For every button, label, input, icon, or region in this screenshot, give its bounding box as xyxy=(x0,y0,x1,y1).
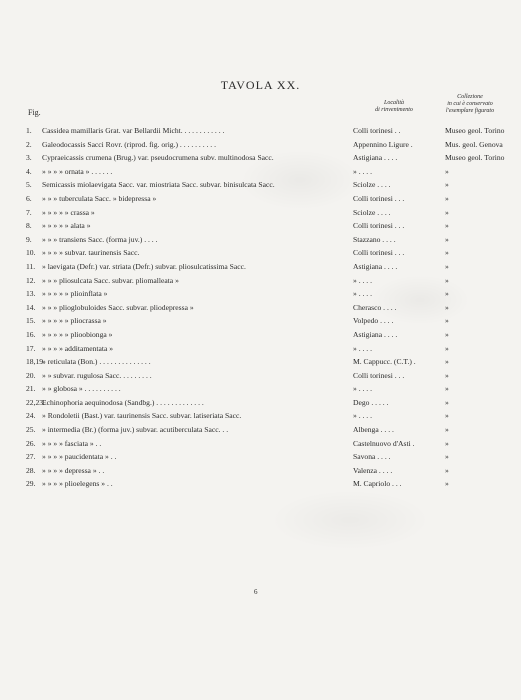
locality-cell: » . . . . xyxy=(353,343,372,353)
figure-number: 18,19. xyxy=(26,357,45,367)
locality-cell: M. Capriolo . . . xyxy=(353,479,402,489)
species-description: » » » » » plioobionga » xyxy=(42,329,113,339)
locality-cell: Volpedo . . . . xyxy=(353,316,394,326)
figure-number: 24. xyxy=(26,411,36,421)
table-row xyxy=(0,316,521,330)
locality-cell: » . . . . xyxy=(353,166,372,176)
figure-number: 4. xyxy=(26,166,32,176)
collection-cell: » xyxy=(445,425,449,435)
collection-cell: » xyxy=(445,275,449,285)
figure-number: 1. xyxy=(26,126,32,135)
table-row xyxy=(0,303,521,317)
collection-cell: » xyxy=(445,438,449,448)
table-row xyxy=(0,398,521,412)
collection-cell: » xyxy=(445,357,449,367)
collection-column-header xyxy=(430,94,510,115)
collection-header-line-2: in cui è conservato xyxy=(447,101,493,107)
figure-number: 25. xyxy=(26,425,36,435)
species-description: » » subvar. rugulosa Sacc. . . . . . . . . xyxy=(42,370,152,380)
locality-column-header xyxy=(368,100,420,114)
collection-cell: » xyxy=(445,411,449,421)
species-description: » » globosa » . . . . . . . . . . xyxy=(42,384,121,394)
table-row xyxy=(0,167,521,181)
table-row xyxy=(0,330,521,344)
collection-cell: » xyxy=(445,397,449,407)
species-description: » » » tuberculata Sacc. » bidepressa » xyxy=(42,193,157,203)
species-description: » laevigata (Defr.) var. striata (Defr.) subvar. pliosulcatissima Sacc. xyxy=(42,261,246,271)
collection-cell: » xyxy=(445,193,449,203)
locality-cell: Albenga . . . . xyxy=(353,425,394,435)
collection-cell: » xyxy=(445,261,449,271)
locality-cell: » . . . . xyxy=(353,275,372,285)
locality-cell: Valenza . . . . xyxy=(353,465,393,475)
figure-number: 16. xyxy=(26,329,36,339)
collection-cell: » xyxy=(445,248,449,258)
collection-cell: » xyxy=(445,329,449,339)
species-description: » reticulata (Bon.) . . . . . . . . . . . . . . xyxy=(42,357,151,367)
figure-number: 20. xyxy=(26,370,36,380)
table-row xyxy=(0,452,521,466)
figure-number: 17. xyxy=(26,343,36,353)
locality-cell: Astigiana . . . . xyxy=(353,329,398,339)
table-row xyxy=(0,221,521,235)
collection-cell: Museo geol. Torino xyxy=(445,153,505,163)
locality-cell: Stazzano . . . . xyxy=(353,234,396,244)
locality-cell: Colli torinesi . . . xyxy=(353,248,405,258)
table-row xyxy=(0,371,521,385)
figure-number: 14. xyxy=(26,302,36,312)
collection-cell: » xyxy=(445,207,449,217)
figure-number: 2. xyxy=(26,139,32,149)
table-row xyxy=(0,262,521,276)
collection-header-line-1: Collezione xyxy=(457,94,483,100)
figure-list xyxy=(0,126,521,493)
species-description: » intermedia (Br.) (forma juv.) subvar. acutiberculata Sacc. . . xyxy=(42,425,229,435)
locality-cell: M. Cappucc. (C.T.) . xyxy=(353,357,416,367)
locality-cell: Colli torinesi . . . xyxy=(353,370,405,380)
species-description: » » » pliosulcata Sacc. subvar. pliomalleata » xyxy=(42,275,179,285)
figure-number: 22,23. xyxy=(26,397,45,407)
table-row xyxy=(0,276,521,290)
species-description: » » » » additamentata » xyxy=(42,343,114,353)
species-description: » » » » fasciata » . . xyxy=(42,438,102,448)
locality-cell: Astigiana . . . . xyxy=(353,153,398,163)
species-description: » Rondoletii (Bast.) var. taurinensis Sacc. subvar. latiseriata Sacc. xyxy=(42,411,242,421)
table-row xyxy=(0,194,521,208)
figure-number: 13. xyxy=(26,289,36,299)
collection-cell: » xyxy=(445,234,449,244)
locality-cell: » . . . . xyxy=(353,384,372,394)
table-row xyxy=(0,140,521,154)
species-description: » » » » ornata » . . . . . . xyxy=(42,166,113,176)
species-description: » » » » » plioinflata » xyxy=(42,289,108,299)
collection-cell: Mus. geol. Genova xyxy=(445,139,503,149)
collection-cell: Museo geol. Torino xyxy=(445,126,505,135)
species-description: Cypraeicassis crumena (Brug.) var. pseudocrumena subv. multinodosa Sacc. xyxy=(42,153,274,163)
figure-number: 11. xyxy=(26,261,36,271)
locality-cell: Colli torinesi . . . xyxy=(353,221,405,231)
figure-number: 15. xyxy=(26,316,36,326)
species-description: Cassidea mamillaris Grat. var Bellardii Micht. . . . . . . . . . . . xyxy=(42,126,225,135)
locality-cell: Cherasco . . . . xyxy=(353,302,397,312)
table-row xyxy=(0,425,521,439)
locality-cell: Colli torinesi . . xyxy=(353,126,401,135)
collection-cell: » xyxy=(445,479,449,489)
species-description: » » » » depressa » . . xyxy=(42,465,105,475)
figure-number: 3. xyxy=(26,153,32,163)
figure-number: 9. xyxy=(26,234,32,244)
locality-cell: Appennino Ligure . xyxy=(353,139,413,149)
locality-cell: » . . . . xyxy=(353,411,372,421)
page-title: TAVOLA XX. xyxy=(220,78,301,92)
locality-cell: Savona . . . . xyxy=(353,452,391,462)
species-description: » » » » » alata » xyxy=(42,221,91,231)
table-row xyxy=(0,208,521,222)
table-row xyxy=(0,384,521,398)
locality-cell: Sciolze . . . . xyxy=(353,207,391,217)
fig-column-header: Fig. xyxy=(28,108,41,117)
figure-number: 12. xyxy=(26,275,36,285)
collection-cell: » xyxy=(445,302,449,312)
locality-cell: Colli torinesi . . . xyxy=(353,193,405,203)
locality-cell: » . . . . xyxy=(353,289,372,299)
locality-cell: Castelnuovo d'Asti . xyxy=(353,438,415,448)
table-row xyxy=(0,248,521,262)
page-number: 6 xyxy=(254,588,258,596)
species-description: » » » » » crassa » xyxy=(42,207,95,217)
collection-cell: » xyxy=(445,465,449,475)
collection-cell: » xyxy=(445,370,449,380)
species-description: Echinophoria aequinodosa (Sandbg.) . . . . . . . . . . . . . xyxy=(42,397,204,407)
collection-cell: » xyxy=(445,166,449,176)
table-row xyxy=(0,466,521,480)
locality-cell: Astigiana . . . . xyxy=(353,261,398,271)
species-description: Galeodocassis Sacci Rovr. (riprod. fig. orig.) . . . . . . . . . . xyxy=(42,139,216,149)
figure-number: 10. xyxy=(26,248,36,258)
table-row xyxy=(0,344,521,358)
collection-cell: » xyxy=(445,221,449,231)
table-row xyxy=(0,180,521,194)
species-description: » » » plioglobuloides Sacc. subvar. pliodepressa » xyxy=(42,302,194,312)
table-row xyxy=(0,411,521,425)
figure-number: 21. xyxy=(26,384,36,394)
collection-cell: » xyxy=(445,180,449,190)
collection-cell: » xyxy=(445,384,449,394)
table-row xyxy=(0,235,521,249)
collection-cell: » xyxy=(445,289,449,299)
table-row xyxy=(0,479,521,493)
table-row xyxy=(0,153,521,167)
species-description: » » » » paucidentata » . . xyxy=(42,452,117,462)
figure-number: 28. xyxy=(26,465,36,475)
locality-cell: Dego . . . . . xyxy=(353,397,389,407)
locality-cell: Sciolze . . . . xyxy=(353,180,391,190)
table-row xyxy=(0,439,521,453)
locality-header-line-2: di rinvenimento xyxy=(375,107,413,113)
figure-number: 8. xyxy=(26,221,32,231)
collection-header-line-3: l'esemplare figurato xyxy=(445,108,495,114)
collection-cell: » xyxy=(445,452,449,462)
table-row xyxy=(0,289,521,303)
locality-header-line-1: Località xyxy=(383,100,404,106)
figure-number: 27. xyxy=(26,452,36,462)
figure-number: 6. xyxy=(26,193,32,203)
species-description: » » » » subvar. taurinensis Sacc. xyxy=(42,248,140,258)
species-description: » » » » » pliocrassa » xyxy=(42,316,107,326)
figure-number: 26. xyxy=(26,438,36,448)
figure-number: 7. xyxy=(26,207,32,217)
collection-cell: » xyxy=(445,316,449,326)
table-row xyxy=(0,357,521,371)
species-description: » » » transiens Sacc. (forma juv.) . . . . xyxy=(42,234,158,244)
species-description: » » » » plioelegens » . . xyxy=(42,479,113,489)
figure-number: 5. xyxy=(26,180,32,190)
table-row xyxy=(0,126,521,140)
species-description: Semicassis miolaevigata Sacc. var. miostriata Sacc. subvar. binisulcata Sacc. xyxy=(42,180,275,190)
figure-number: 29. xyxy=(26,479,36,489)
collection-cell: » xyxy=(445,343,449,353)
